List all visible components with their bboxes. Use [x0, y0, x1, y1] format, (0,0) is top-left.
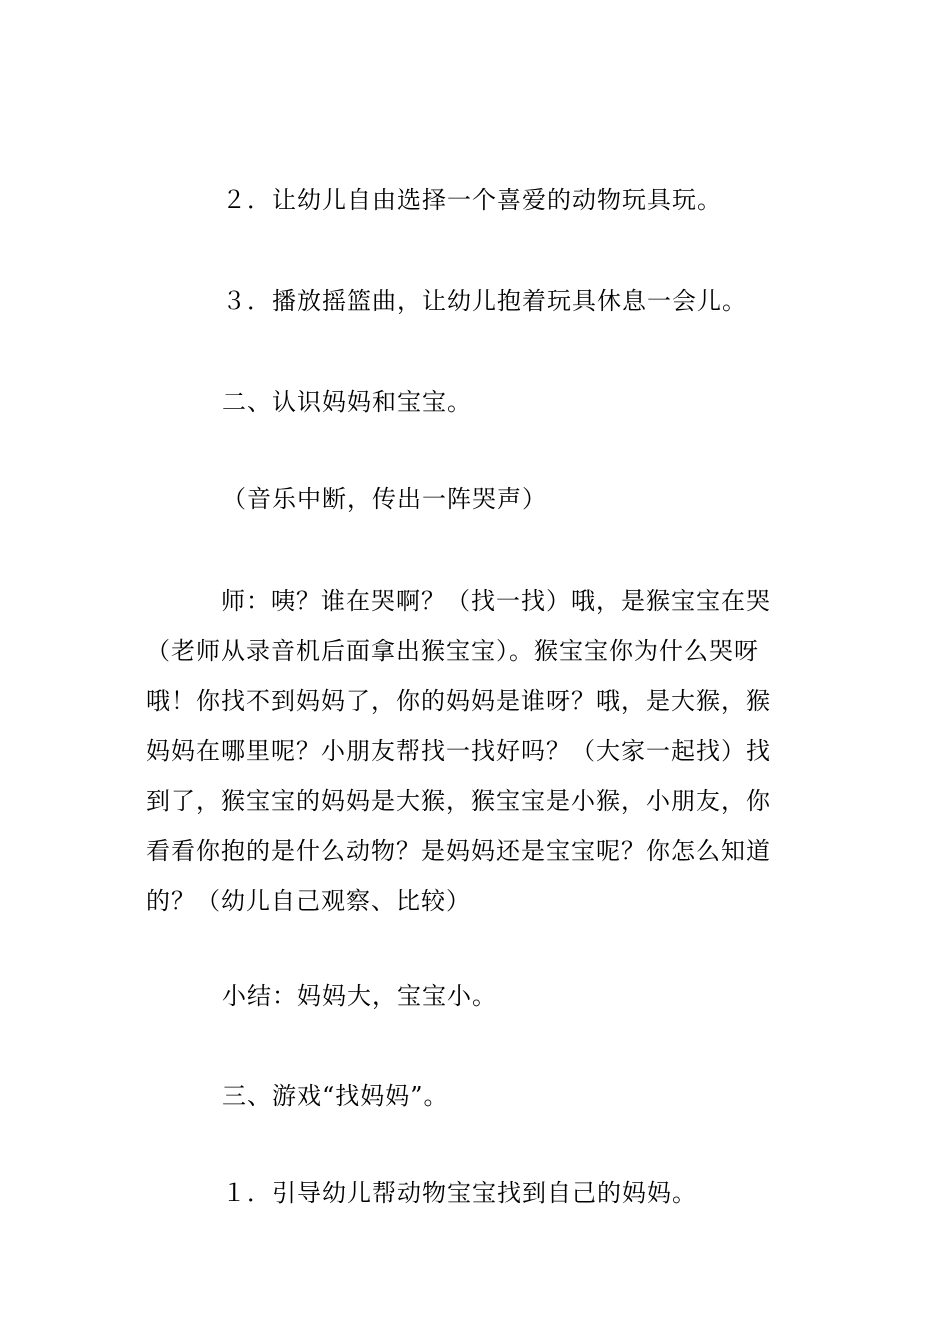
- paragraph-line: 的？（幼儿自己观察、比较）: [146, 887, 471, 915]
- paragraph-line: 师：咦？谁在哭啊？（找一找）哦，是猴宝宝在哭: [146, 587, 771, 615]
- section-heading-2: 二、认识妈妈和宝宝。: [222, 388, 472, 416]
- paragraph-line: （老师从录音机后面拿出猴宝宝）。猴宝宝你为什么哭呀: [146, 637, 759, 665]
- teacher-paragraph: [146, 576, 806, 926]
- stage-note: （音乐中断，传出一阵哭声）: [222, 485, 547, 513]
- list-item-1: １．引导幼儿帮动物宝宝找到自己的妈妈。: [222, 1179, 697, 1207]
- summary: 小结：妈妈大，宝宝小。: [222, 982, 497, 1010]
- list-item-3: ３．播放摇篮曲，让幼儿抱着玩具休息一会儿。: [222, 287, 747, 315]
- paragraph-line: 哦！你找不到妈妈了，你的妈妈是谁呀？哦，是大猴，猴: [146, 687, 771, 715]
- list-item-2: ２．让幼儿自由选择一个喜爱的动物玩具玩。: [222, 186, 722, 214]
- paragraph-line: 看看你抱的是什么动物？是妈妈还是宝宝呢？你怎么知道: [146, 837, 771, 865]
- paragraph-line: 妈妈在哪里呢？小朋友帮找一找好吗？（大家一起找）找: [146, 737, 771, 765]
- paragraph-line: 到了，猴宝宝的妈妈是大猴，猴宝宝是小猴，小朋友，你: [146, 787, 771, 815]
- section-heading-3: 三、游戏“找妈妈”。: [222, 1082, 449, 1110]
